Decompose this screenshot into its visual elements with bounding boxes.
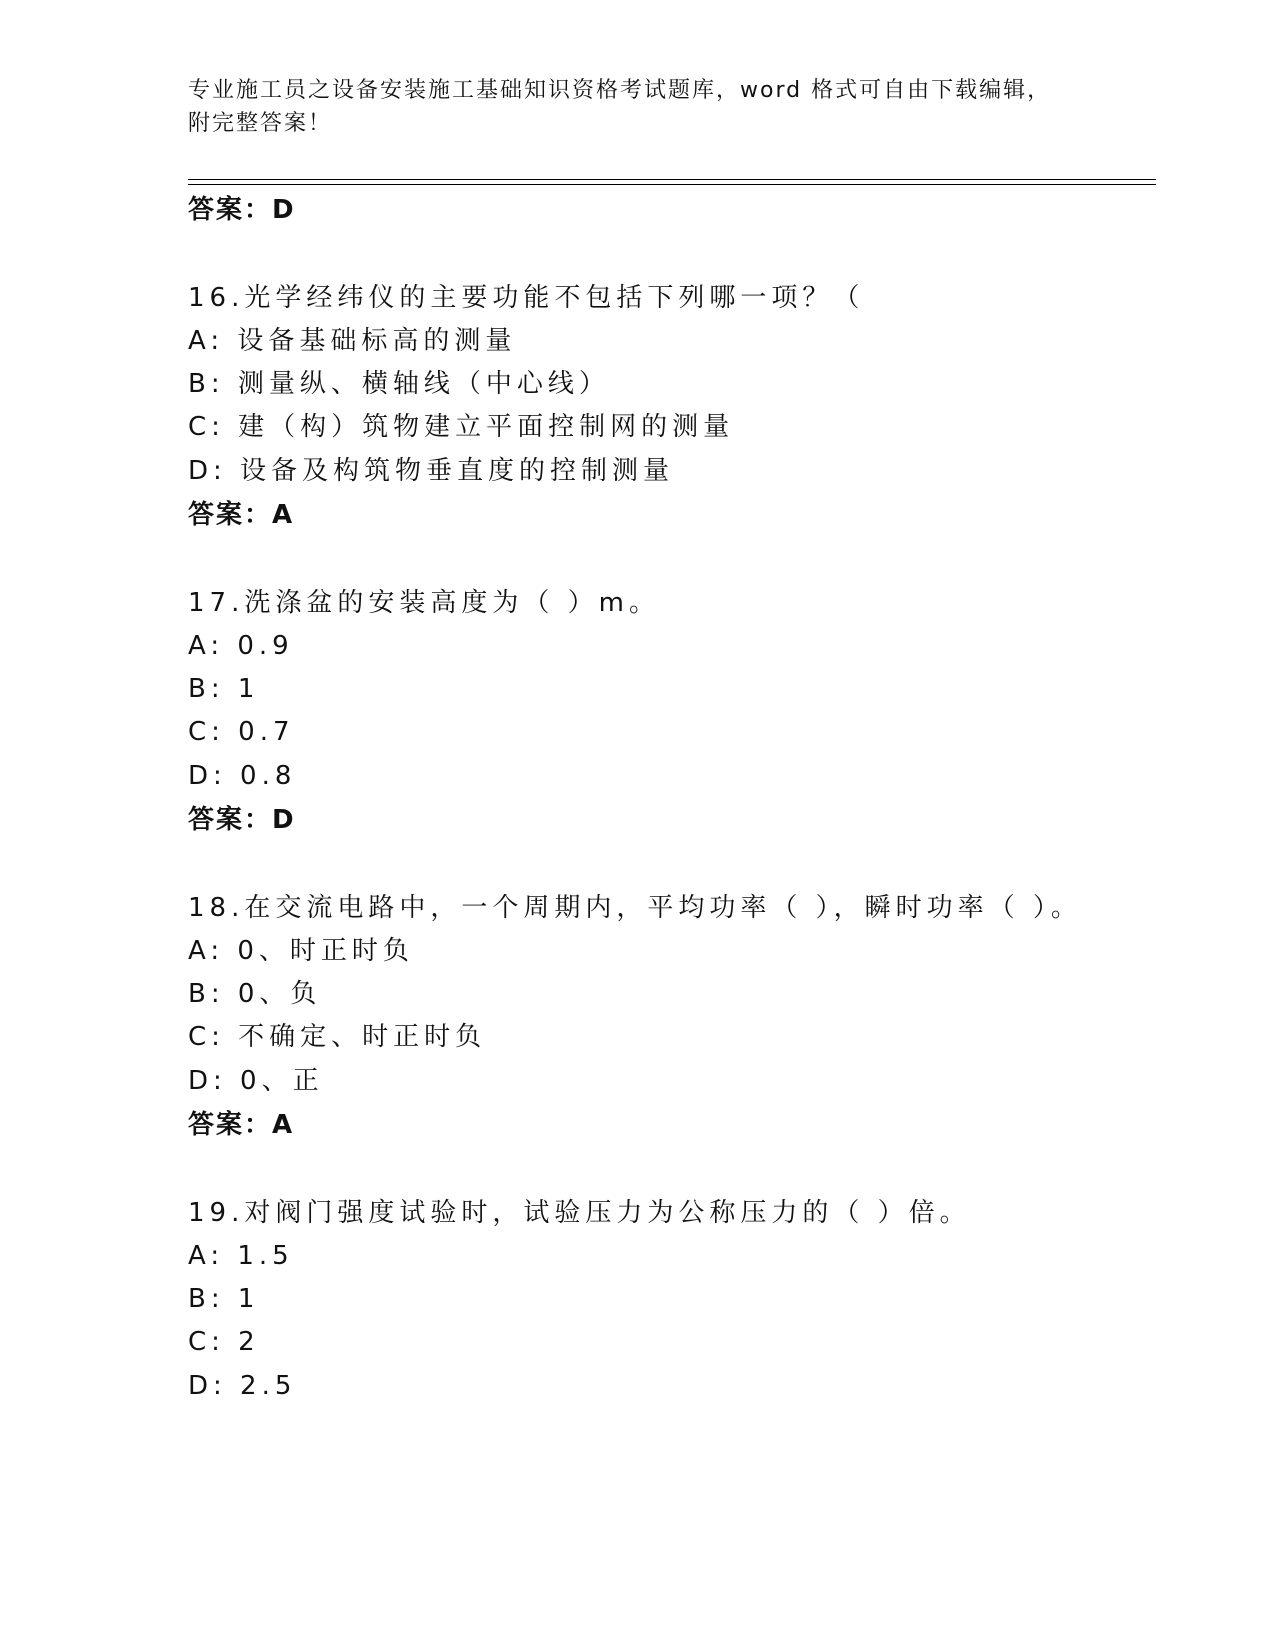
document-header — [188, 74, 1088, 140]
question-option: D: 0.8 — [188, 761, 297, 791]
header-title-line-2: 附完整答案！ — [188, 111, 333, 136]
question-option: A: 1.5 — [188, 1241, 294, 1271]
question-option: A: 0、时正时负 — [188, 936, 414, 966]
question-option: D: 0、正 — [188, 1066, 324, 1096]
question-option: B: 0、负 — [188, 979, 322, 1009]
question-option: C: 2 — [188, 1327, 260, 1357]
question-option: B: 测量纵、横轴线（中心线） — [188, 369, 610, 399]
header-title-line-1: 专业施工员之设备安装施工基础知识资格考试题库，word 格式可自由下载编辑， — [188, 78, 1052, 103]
question-option: D: 设备及构筑物垂直度的控制测量 — [188, 456, 675, 486]
question-stem: 18.在交流电路中，一个周期内，平均功率（ ），瞬时功率（ ）。 — [188, 893, 1082, 923]
question-stem: 17.洗涤盆的安装高度为（ ）m。 — [188, 588, 660, 618]
question-option: D: 2.5 — [188, 1371, 297, 1401]
question-option: C: 建（构）筑物建立平面控制网的测量 — [188, 412, 735, 442]
answer-line: 答案：D — [188, 805, 296, 835]
answer-line: 答案：A — [188, 1110, 295, 1140]
answer-line: 答案：D — [188, 195, 296, 225]
question-option: B: 1 — [188, 1284, 260, 1314]
header-divider-bottom — [188, 184, 1156, 185]
question-stem: 19.对阀门强度试验时，试验压力为公称压力的（ ）倍。 — [188, 1198, 971, 1228]
question-stem: 16.光学经纬仪的主要功能不包括下列哪一项？（ — [188, 283, 865, 313]
question-option: B: 1 — [188, 674, 260, 704]
question-option: C: 不确定、时正时负 — [188, 1022, 487, 1052]
question-option: A: 0.9 — [188, 631, 294, 661]
question-option: C: 0.7 — [188, 717, 295, 747]
answer-line: 答案：A — [188, 500, 295, 530]
header-divider-top — [188, 179, 1156, 180]
question-option: A: 设备基础标高的测量 — [188, 326, 517, 356]
